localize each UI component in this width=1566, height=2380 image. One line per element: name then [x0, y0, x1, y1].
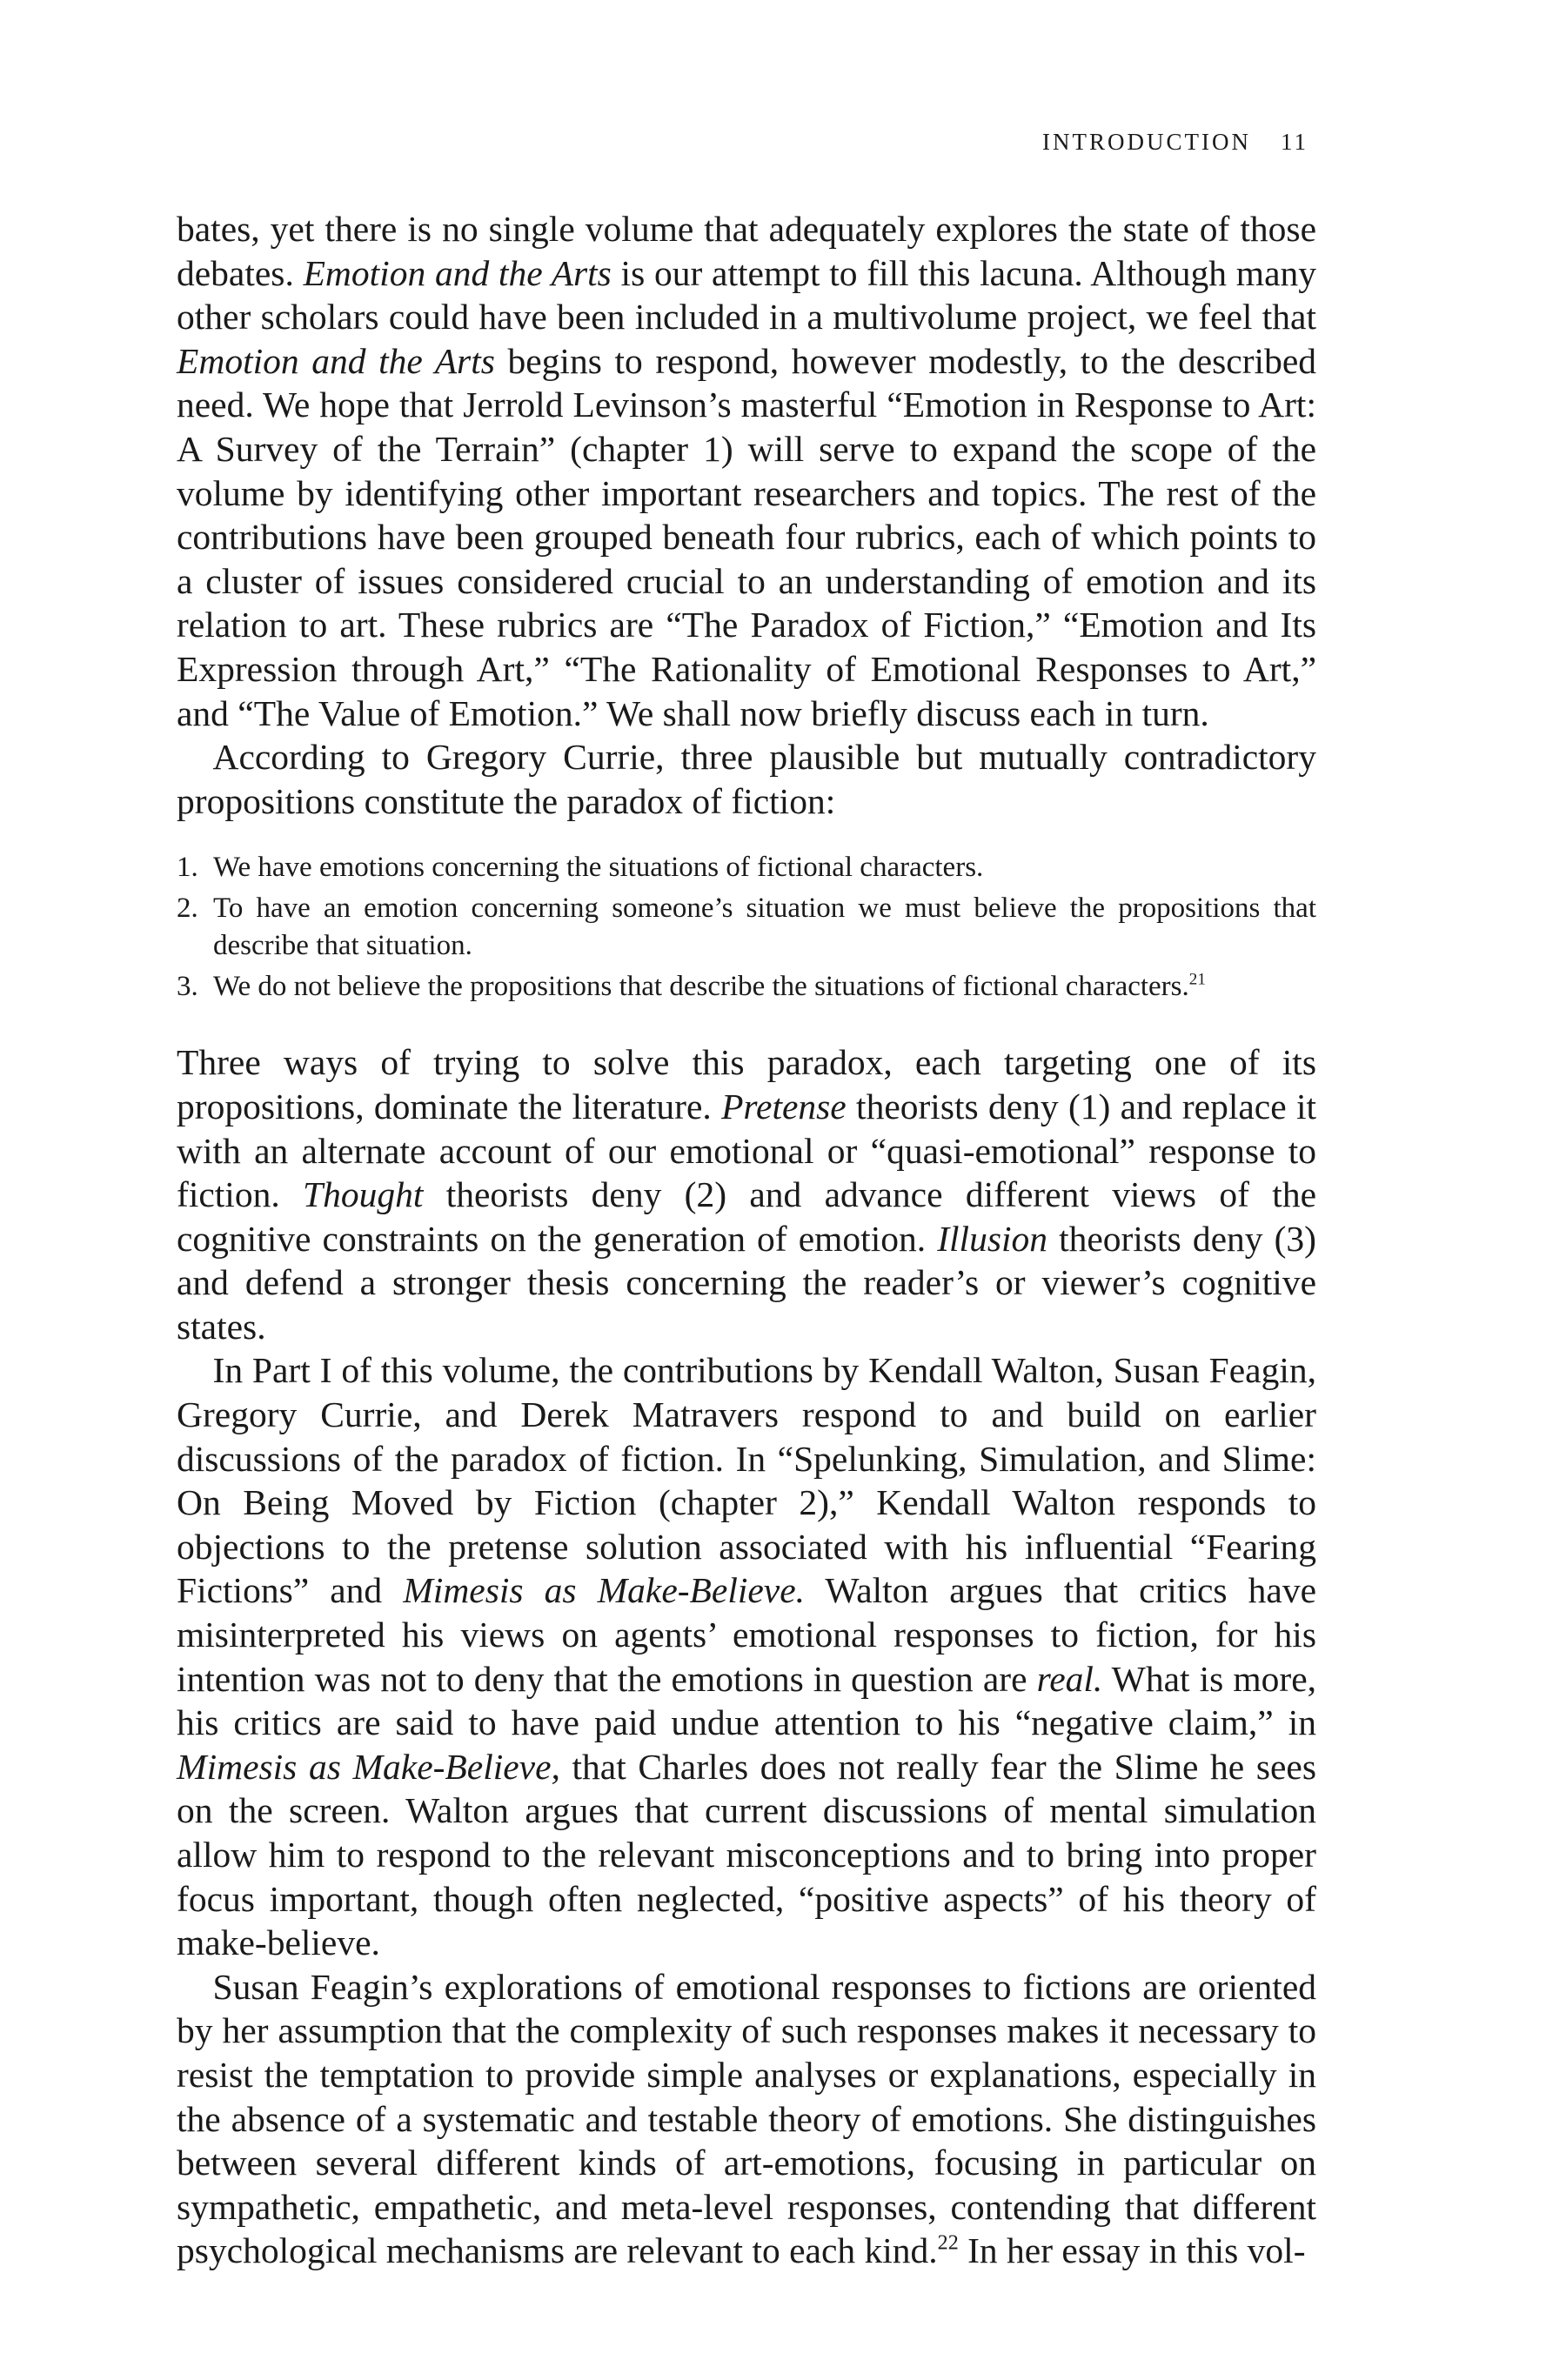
body-text [177, 207, 1316, 2273]
proposition-number: 3. [177, 971, 198, 1003]
footnote-ref: 22 [937, 2231, 959, 2255]
proposition-number: 2. [177, 892, 198, 925]
italic-text: Mimesis as Make-Believe, [177, 1746, 560, 1787]
paragraph [177, 207, 1316, 735]
proposition-text [213, 968, 1316, 1006]
proposition-text-content: We have emotions concerning the situations of fictional characters. [213, 852, 984, 884]
paragraphs-after-list [177, 1040, 1316, 2273]
proposition-item [177, 890, 1316, 965]
italic-text: Emotion and the Arts [177, 340, 495, 381]
text-run: theorists deny (3) and defend a stronger thesis concerning the reader’s or viewer’s cognitive states. [177, 1218, 1316, 1347]
text-run: is our attempt to fill this lacuna. Although many other scholars could have been included in a multivolume project, we feel that [177, 252, 1316, 338]
italic-text: Mimesis as Make-Believe. [403, 1570, 806, 1611]
italic-text: Pretense [721, 1086, 847, 1126]
text-run: Susan Feagin’s explorations of emotional responses to fictions are oriented by her assumption that the complexity of such responses makes it necessary to resist the temptation to provide simple analyses or explanations, especially in the absence of a systematic and testable theory of emotions. She distinguishes between several different kinds of art-emotions, focusing in particular on sympathetic, empathetic, and meta-level responses, contending that different psychological mechanisms are relevant to each kind. [177, 1966, 1316, 2271]
italic-text: Emotion and the Arts [303, 252, 612, 293]
text-run: bates, yet there is no single volume that adequately explores the state of those debates. [177, 209, 1316, 293]
paragraphs-before-list [177, 207, 1316, 823]
running-head-title: INTRODUCTION [1042, 129, 1251, 155]
paragraph [177, 1965, 1316, 2273]
page-number: 11 [1281, 129, 1308, 155]
text-run: theorists deny (2) and advance different views of the cognitive constraints on the generation of emotion. [177, 1174, 1316, 1259]
proposition-text [213, 890, 1316, 965]
paragraph [177, 1040, 1316, 1348]
running-head [1042, 129, 1308, 156]
text-run: Walton argues that critics have misinterpreted his views on agents’ emotional responses to fiction, for his intention was not to deny that the emotions in question are [177, 1570, 1316, 1699]
text-run: theorists deny (1) and replace it with an alternate account of our emotional or “quasi-emotional” response to fiction. [177, 1086, 1317, 1215]
text-run: Three ways of trying to solve this paradox, each targeting one of its propositions, dominate the literature. [177, 1042, 1316, 1126]
text-run: In her essay in this vol- [958, 2230, 1306, 2271]
text-run: In Part I of this volume, the contributions by Kendall Walton, Susan Feagin, Gregory Currie, and Derek Matravers respond to and build on earlier discussions of the paradox of fiction. In “Spelunking, Simulation, and Slime: On Being Moved by Fiction (chapter 2),” Kendall Walton responds to objections to the pretense solution associated with his influential “Fearing Fictions” and [177, 1350, 1316, 1611]
propositions-list [177, 849, 1316, 1006]
text-run: What is more, his critics are said to have paid undue attention to his “negative claim,” in [177, 1658, 1317, 1743]
italic-text: Illusion [937, 1218, 1048, 1259]
italic-text: Thought [303, 1174, 424, 1215]
proposition-text-content: To have an emotion concerning someone’s situation we must believe the propositions that describe that situation. [213, 892, 1316, 962]
proposition-text [213, 849, 1316, 886]
footnote-ref: 21 [1188, 970, 1206, 989]
proposition-item [177, 968, 1316, 1006]
text-run: According to Gregory Currie, three plausible but mutually contradictory propositions constitute the paradox of fiction: [177, 737, 1316, 821]
text-run: begins to respond, however modestly, to the described need. We hope that Jerrold Levinson’s masterful “Emotion in Response to Art: A Survey of the Terrain” (chapter 1) will serve to expand the scope of the volume by identifying other important researchers and topics. The rest of the contributions have been grouped beneath four rubrics, each of which points to a cluster of issues considered crucial to an understanding of emotion and its relation to art. These rubrics are “The Paradox of Fiction,” “Emotion and Its Expression through Art,” “The Rationality of Emotional Responses to Art,” and “The Value of Emotion.” We shall now briefly discuss each in turn. [177, 340, 1316, 733]
paragraph [177, 1348, 1316, 1964]
proposition-number: 1. [177, 852, 198, 884]
text-run: that Charles does not really fear the Slime he sees on the screen. Walton argues that current discussions of mental simulation allow him to respond to the relevant misconceptions and to bring into proper focus important, though often neglected, “positive aspects” of his theory of make-believe. [177, 1746, 1316, 1963]
proposition-text-content: We do not believe the propositions that describe the situations of fictional characters. [213, 971, 1189, 1003]
proposition-item [177, 849, 1316, 886]
paragraph [177, 735, 1316, 823]
italic-text: real. [1036, 1658, 1103, 1699]
